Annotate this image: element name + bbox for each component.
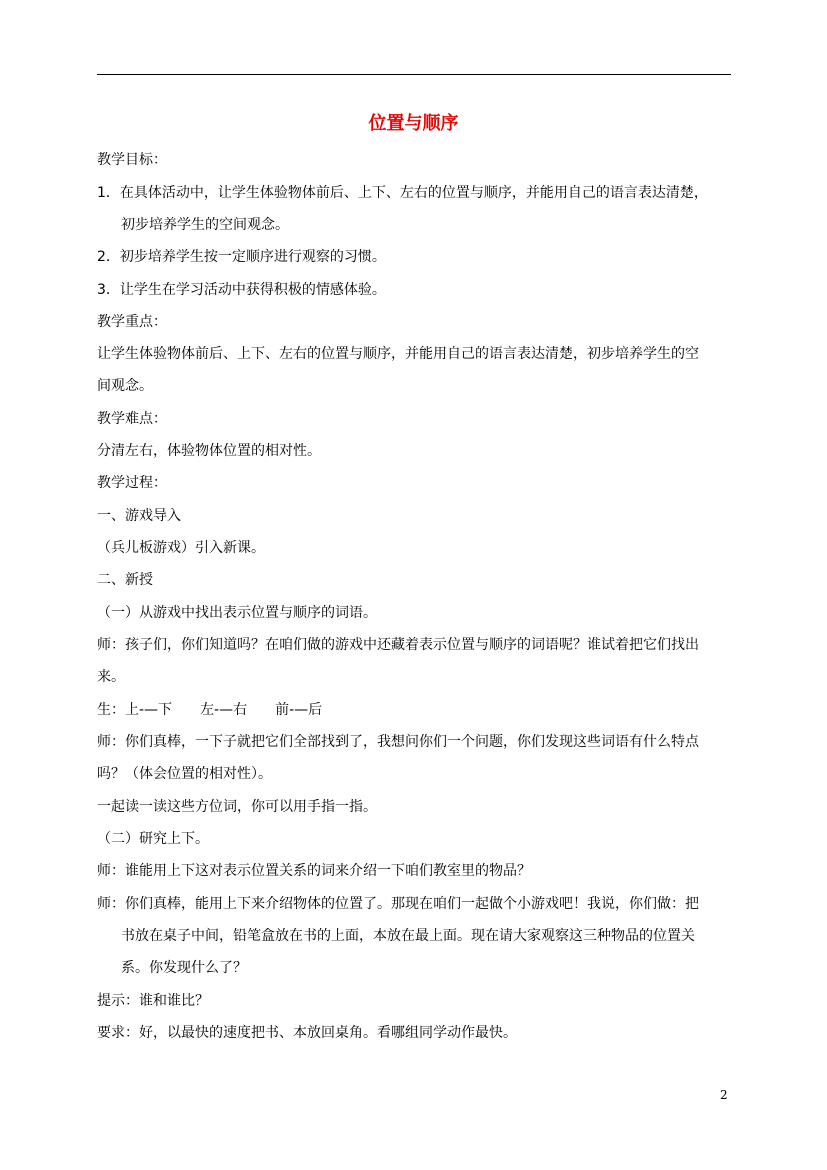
text-line: 要求：好，以最快的速度把书、本放回桌角。看哪组同学动作最快。 (97, 1025, 517, 1041)
text-line: 书放在桌子中间，铅笔盒放在书的上面，本放在最上面。现在请大家观察这三种物品的位置关 (121, 928, 695, 944)
text-line: （兵儿板游戏）引入新课。 (97, 540, 265, 556)
text-line: 教学难点： (97, 411, 167, 427)
text-line: 2．初步培养学生按一定顺序进行观察的习惯。 (97, 249, 386, 265)
pair-up-down: 生：上-—下 (97, 702, 173, 718)
text-line: 系。你发现什么了？ (121, 960, 247, 976)
page-number: 2 (720, 1088, 728, 1102)
text-line: 间观念。 (97, 378, 153, 394)
text-line-positions (97, 700, 737, 720)
text-line: 师：你们真棒，一下子就把它们全部找到了，我想问你们一个问题，你们发现这些词语有什么特点 (97, 734, 699, 750)
text-line: 1．在具体活动中，让学生体验物体前后、上下、左右的位置与顺序，并能用自己的语言表达清楚， (97, 185, 708, 201)
text-line: 来。 (97, 669, 125, 685)
text-line: 分清左右，体验物体位置的相对性。 (97, 443, 321, 459)
header-rule (97, 74, 731, 75)
text-line: 教学目标： (97, 152, 167, 168)
text-line: 让学生体验物体前后、上下、左右的位置与顺序，并能用自己的语言表达清楚，初步培养学生的空 (97, 346, 699, 362)
text-line: 提示：谁和谁比？ (97, 993, 209, 1009)
text-line: 二、新授 (97, 572, 153, 588)
text-line: 一、游戏导入 (97, 508, 181, 524)
text-line: 师：谁能用上下这对表示位置关系的词来介绍一下咱们教室里的物品？ (97, 863, 531, 879)
text-line: 吗？（体会位置的相对性）。 (97, 766, 272, 782)
text-line: 3．让学生在学习活动中获得积极的情感体验。 (97, 282, 386, 298)
text-line: 教学过程： (97, 475, 167, 491)
text-line: 一起读一读这些方位词，你可以用手指一指。 (97, 799, 377, 815)
text-line: 教学重点： (97, 314, 167, 330)
text-line: 师：孩子们，你们知道吗？在咱们做的游戏中还藏着表示位置与顺序的词语呢？谁试着把它们找出 (97, 637, 699, 653)
text-line: （二）研究上下。 (97, 831, 209, 847)
pair-left-right: 左-—右 (200, 702, 248, 718)
pair-front-back: 前-—后 (275, 702, 323, 718)
text-line: （一）从游戏中找出表示位置与顺序的词语。 (97, 605, 377, 621)
text-line: 师：你们真棒，能用上下来介绍物体的位置了。那现在咱们一起做个小游戏吧！我说，你们做：把 (97, 896, 699, 912)
text-line: 初步培养学生的空间观念。 (121, 217, 289, 233)
document-title: 位置与顺序 (368, 113, 459, 134)
